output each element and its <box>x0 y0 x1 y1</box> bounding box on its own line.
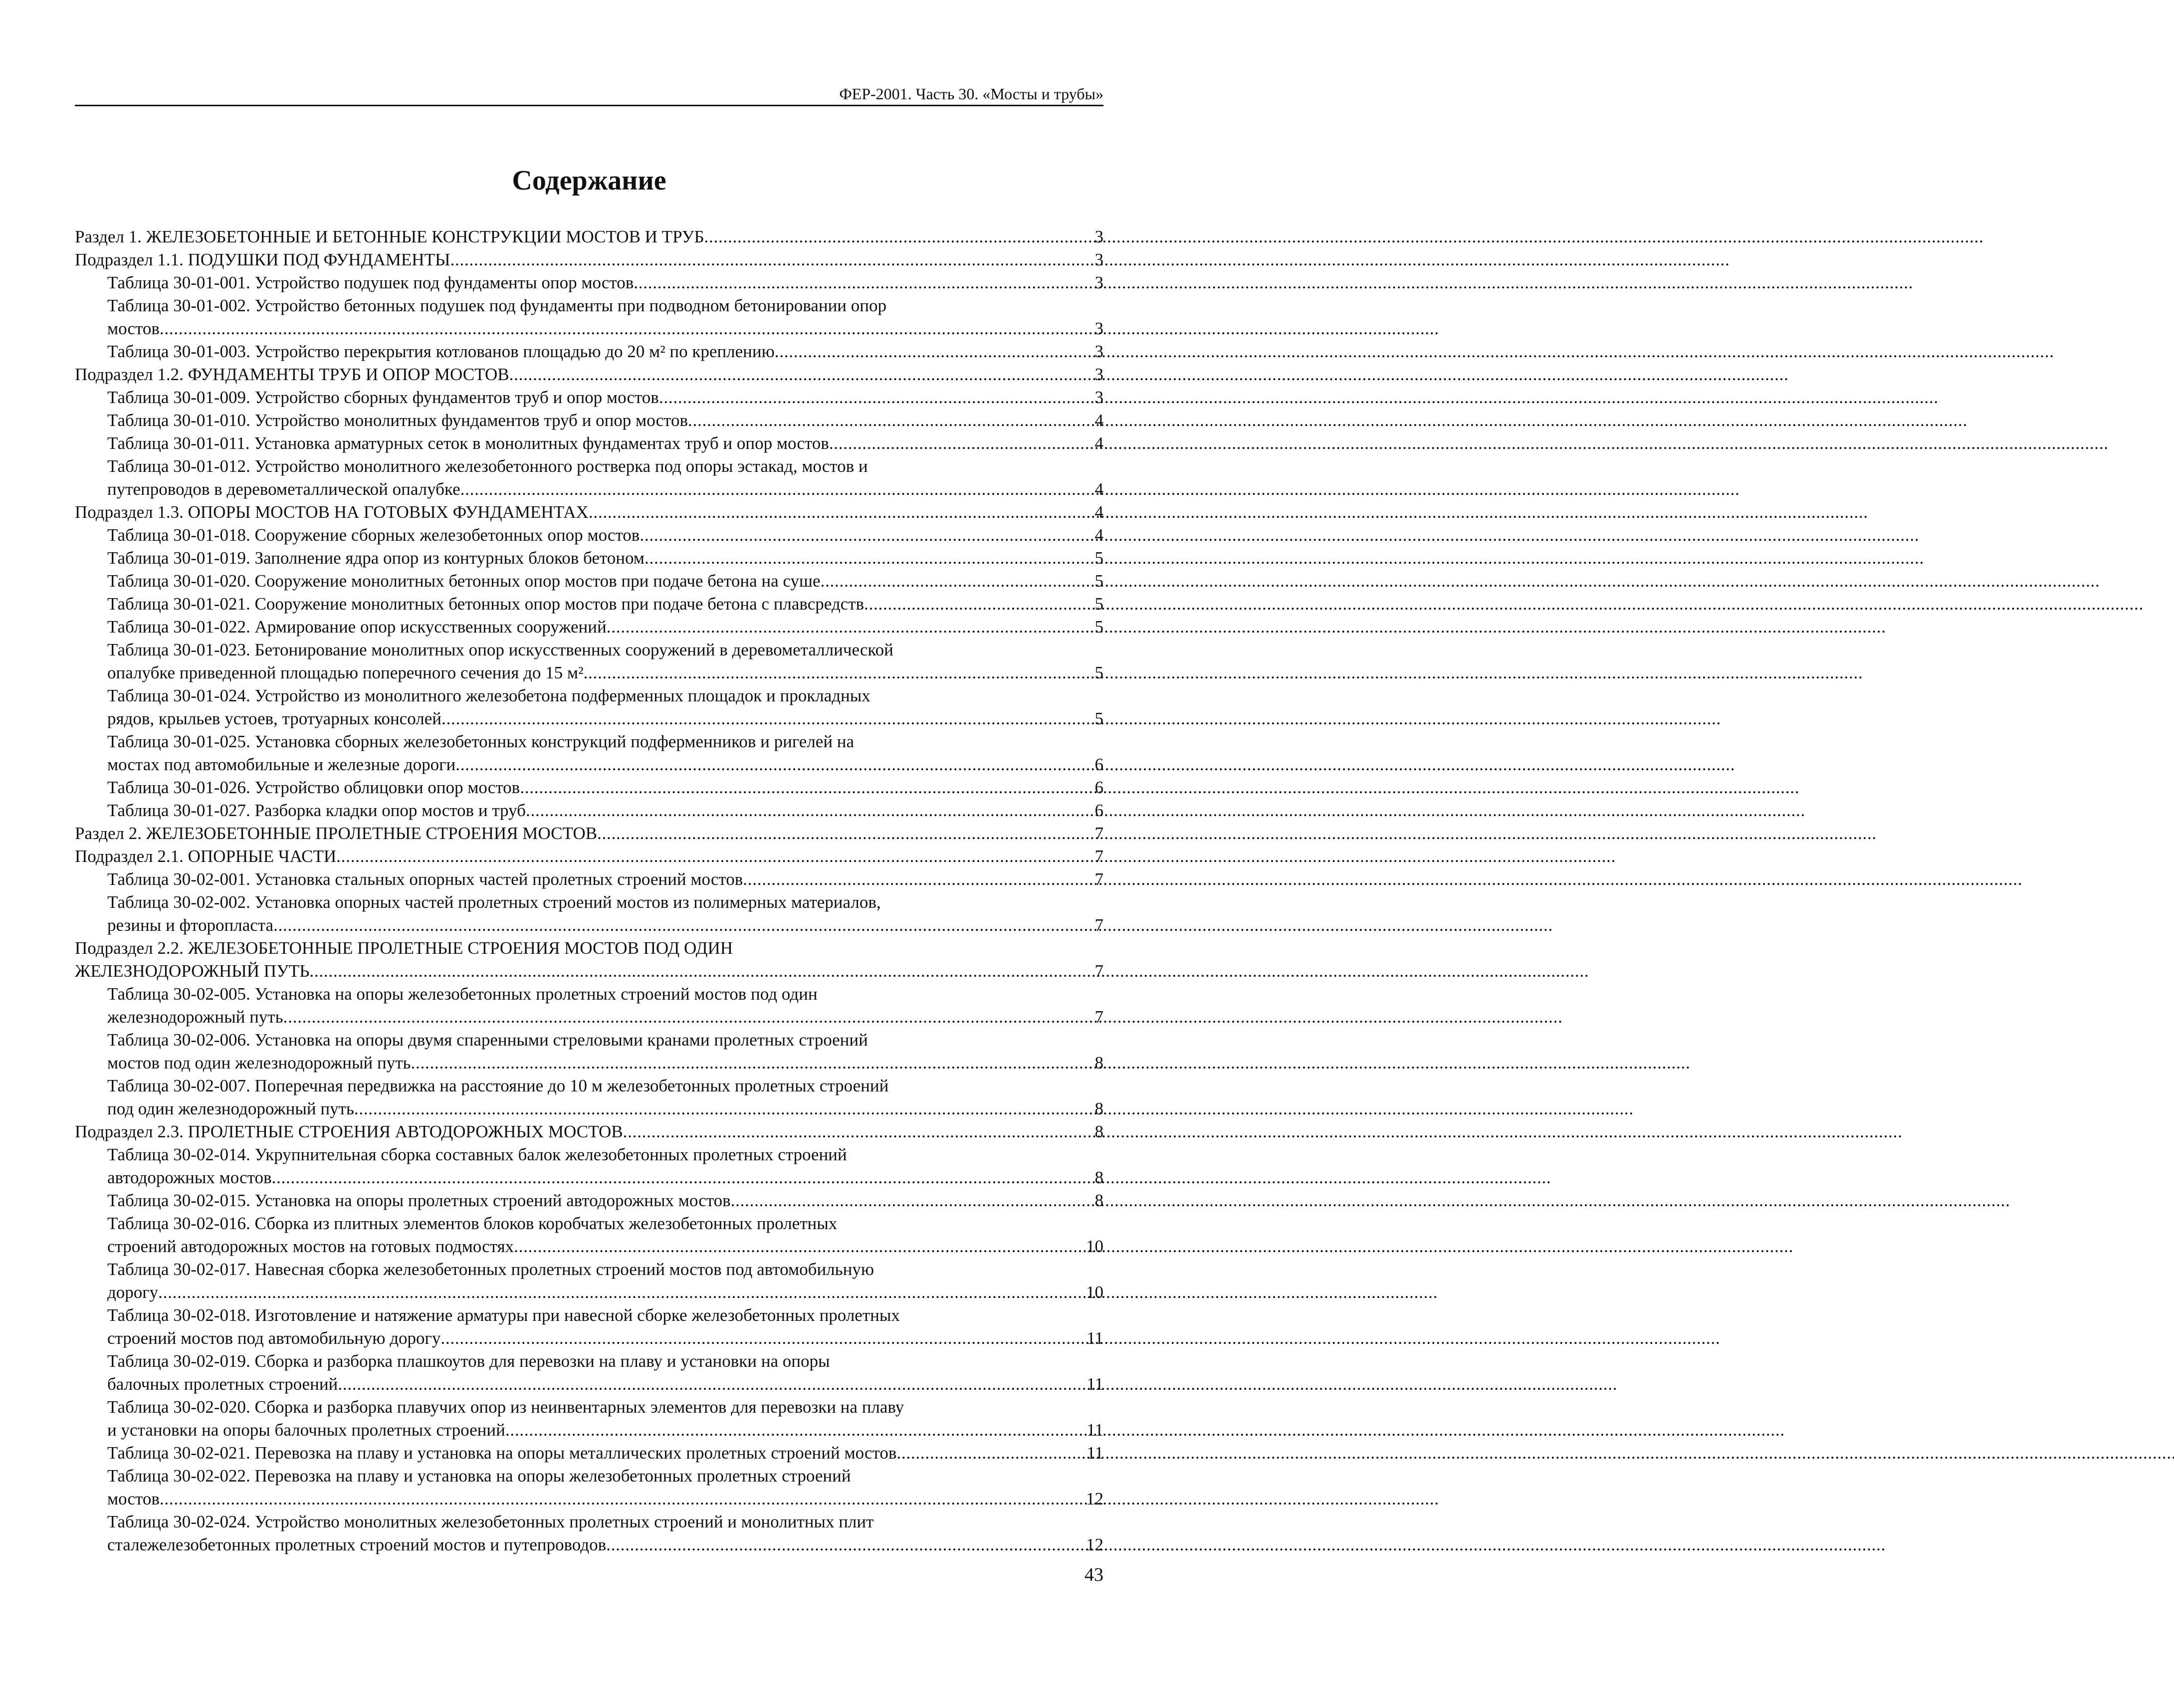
toc-dot-leader <box>597 822 1092 845</box>
toc-entry-text: Таблица 30-01-027. Разборка кладки опор мостов и труб <box>107 801 526 820</box>
toc-entry[interactable] <box>75 271 1103 294</box>
table-of-contents <box>75 225 1103 1556</box>
toc-dot-leader <box>584 661 1093 684</box>
toc-dot-leader <box>158 1281 1084 1304</box>
toc-page-number: 6 <box>1094 778 1103 797</box>
toc-entry-text: Таблица 30-01-022. Армирование опор искусственных сооружений <box>107 617 607 637</box>
toc-entry[interactable] <box>75 524 1103 547</box>
toc-entry-text: Таблица 30-02-006. Установка на опоры двумя спаренными стреловыми кранами пролетных строений <box>107 1030 868 1050</box>
toc-dot-leader <box>460 478 1093 501</box>
toc-entry[interactable] <box>75 1465 1103 1510</box>
toc-entry[interactable] <box>75 1510 1103 1556</box>
toc-entry[interactable] <box>75 1120 1103 1143</box>
toc-page-number: 8 <box>1094 1099 1103 1118</box>
toc-entry-text: Подраздел 1.2. ФУНДАМЕНТЫ ТРУБ И ОПОР МОСТОВ <box>75 365 509 384</box>
toc-page-number: 3 <box>1094 342 1103 361</box>
toc-entry-text: мостах под автомобильные и железные дороги <box>107 755 456 774</box>
toc-entry-line <box>107 1488 1103 1510</box>
toc-entry-line <box>107 1052 1103 1074</box>
toc-entry[interactable] <box>75 1442 1103 1465</box>
toc-page-number: 4 <box>1094 433 1103 453</box>
toc-page-number: 5 <box>1094 571 1103 591</box>
toc-entry-text: Таблица 30-02-002. Установка опорных частей пролетных строений мостов из полимерных материалов, <box>107 892 881 912</box>
toc-page-number: 10 <box>1086 1282 1103 1302</box>
toc-page-number: 3 <box>1094 365 1103 384</box>
toc-page-number: 7 <box>1094 961 1103 981</box>
toc-entry-line <box>107 340 1103 363</box>
toc-entry[interactable] <box>75 616 1103 639</box>
toc-entry-line <box>107 570 1103 593</box>
toc-entry[interactable] <box>75 248 1103 271</box>
toc-entry-line <box>107 1533 1103 1556</box>
toc-entry-line <box>107 547 1103 570</box>
toc-entry[interactable] <box>75 1350 1103 1396</box>
toc-page-number: 3 <box>1094 319 1103 338</box>
toc-dot-leader <box>309 960 1092 983</box>
toc-entry-text: Таблица 30-01-021. Сооружение монолитных бетонных опор мостов при подаче бетона с плавсредств <box>107 594 865 614</box>
toc-entry-text: Раздел 1. ЖЕЛЕЗОБЕТОННЫЕ И БЕТОННЫЕ КОНСТРУКЦИИ МОСТОВ И ТРУБ <box>75 227 704 246</box>
toc-entry-line <box>107 432 1103 455</box>
toc-entry-text: Таблица 30-02-017. Навесная сборка железобетонных пролетных строений мостов под автомобильную <box>107 1260 874 1279</box>
toc-page-number: 5 <box>1094 548 1103 568</box>
toc-entry-line <box>75 363 1103 386</box>
toc-entry[interactable] <box>75 501 1103 524</box>
toc-entry[interactable] <box>75 455 1103 501</box>
toc-entry-text: Таблица 30-02-016. Сборка из плитных элементов блоков коробчатых железобетонных пролетных <box>107 1214 838 1233</box>
toc-dot-leader <box>829 432 1093 455</box>
toc-dot-leader <box>775 340 1093 363</box>
toc-dot-leader <box>455 753 1092 776</box>
toc-entry-line <box>107 1097 1103 1120</box>
toc-entry[interactable] <box>75 294 1103 340</box>
toc-entry-line <box>107 1166 1103 1189</box>
toc-page-number: 6 <box>1094 755 1103 774</box>
toc-dot-leader <box>526 799 1093 822</box>
toc-entry-line <box>107 409 1103 432</box>
toc-page-number: 4 <box>1094 502 1103 522</box>
toc-entry-line <box>107 524 1103 547</box>
toc-page-number: 3 <box>1094 250 1103 269</box>
toc-entry-line <box>107 1189 1103 1212</box>
toc-entry[interactable] <box>75 432 1103 455</box>
toc-page-number: 5 <box>1094 709 1103 728</box>
toc-dot-leader <box>514 1235 1084 1258</box>
toc-entry-line <box>107 1281 1103 1304</box>
toc-entry[interactable] <box>75 1396 1103 1442</box>
toc-page-number: 3 <box>1094 273 1103 292</box>
toc-page-number: 7 <box>1094 847 1103 866</box>
toc-entry-text: Таблица 30-02-021. Перевозка на плаву и установка на опоры металлических пролетных строений мостов <box>107 1443 897 1463</box>
toc-entry[interactable] <box>75 340 1103 363</box>
toc-entry[interactable] <box>75 409 1103 432</box>
toc-entry-text: Таблица 30-02-020. Сборка и разборка плавучих опор из неинвентарных элементов для перевозки на плаву <box>107 1397 904 1417</box>
toc-entry-text: сталежелезобетонных пролетных строений мостов и путепроводов <box>107 1535 607 1554</box>
toc-entry-line <box>75 501 1103 524</box>
toc-entry[interactable] <box>75 983 1103 1029</box>
toc-dot-leader <box>623 1120 1093 1143</box>
toc-entry-line <box>107 478 1103 501</box>
toc-page-number: 4 <box>1094 411 1103 430</box>
toc-page-number: 10 <box>1086 1237 1103 1256</box>
toc-entry-line <box>107 799 1103 822</box>
toc-entry[interactable] <box>75 363 1103 386</box>
toc-entry[interactable] <box>75 547 1103 570</box>
toc-entry[interactable] <box>75 225 1103 248</box>
toc-entry[interactable] <box>75 386 1103 409</box>
toc-dot-leader <box>273 914 1092 937</box>
toc-entry-text: Таблица 30-01-018. Сооружение сборных железобетонных опор мостов <box>107 525 640 545</box>
toc-entry-text: Таблица 30-01-002. Устройство бетонных подушек под фундаменты при подводном бетонировании опор <box>107 296 887 315</box>
toc-entry-line <box>107 914 1103 937</box>
toc-entry-text: строений автодорожных мостов на готовых подмостях <box>107 1237 514 1256</box>
toc-entry-text: под один железнодорожный путь <box>107 1099 354 1118</box>
toc-entry-text: Таблица 30-01-009. Устройство сборных фундаментов труб и опор мостов <box>107 388 659 407</box>
toc-entry-text: Таблица 30-01-012. Устройство монолитного железобетонного ростверка под опоры эстакад, мостов и <box>107 456 868 476</box>
toc-entry-line <box>75 225 1103 248</box>
toc-entry-text: путепроводов в деревометаллической опалубке <box>107 479 460 499</box>
toc-dot-leader <box>589 501 1093 524</box>
toc-entry-line <box>75 845 1103 868</box>
toc-entry[interactable] <box>75 822 1103 845</box>
toc-dot-leader <box>743 868 1092 891</box>
toc-entry[interactable] <box>75 1074 1103 1120</box>
toc-entry[interactable] <box>75 1212 1103 1258</box>
toc-dot-leader <box>450 248 1092 271</box>
toc-dot-leader <box>731 1189 1093 1212</box>
toc-dot-leader <box>283 1006 1093 1029</box>
toc-entry-text: мостов под один железнодорожный путь <box>107 1053 411 1072</box>
toc-entry[interactable] <box>75 593 1103 616</box>
toc-entry-text: рядов, крыльев устоев, тротуарных консолей <box>107 709 441 728</box>
toc-entry-text: опалубке приведенной площадью поперечного сечения до 15 м² <box>107 663 584 682</box>
toc-entry-line <box>107 1419 1103 1442</box>
toc-entry-line <box>107 707 1103 730</box>
toc-dot-leader <box>440 1327 1085 1350</box>
toc-entry-text: автодорожных мостов <box>107 1168 272 1187</box>
toc-page-number: 7 <box>1094 824 1103 843</box>
toc-entry-text: Таблица 30-02-022. Перевозка на плаву и установка на опоры железобетонных пролетных строений <box>107 1466 851 1486</box>
toc-page-number: 12 <box>1086 1535 1103 1554</box>
page-title: Содержание <box>512 165 666 196</box>
toc-entry-text: ЖЕЛЕЗНОДОРОЖНЫЙ ПУТЬ <box>75 961 310 981</box>
toc-dot-leader <box>645 547 1093 570</box>
toc-page-number: 11 <box>1087 1328 1103 1348</box>
toc-dot-leader <box>659 386 1093 409</box>
toc-entry-text: Таблица 30-01-025. Установка сборных железобетонных конструкций подферменников и ригелей на <box>107 732 855 751</box>
toc-page-number: 11 <box>1087 1443 1103 1463</box>
toc-entry-text: Таблица 30-02-018. Изготовление и натяжение арматуры при навесной сборке железобетонных пролетных <box>107 1305 900 1325</box>
toc-entry-text: Подраздел 1.1. ПОДУШКИ ПОД ФУНДАМЕНТЫ <box>75 250 450 269</box>
toc-entry-text: Таблица 30-01-011. Установка арматурных сеток в монолитных фундаментах труб и опор мостов <box>107 433 829 453</box>
toc-dot-leader <box>688 409 1093 432</box>
toc-dot-leader <box>336 845 1092 868</box>
toc-dot-leader <box>160 317 1093 340</box>
toc-entry-text: Подраздел 2.2. ЖЕЛЕЗОБЕТОННЫЕ ПРОЛЕТНЫЕ СТРОЕНИЯ МОСТОВ ПОД ОДИН <box>75 938 733 958</box>
toc-entry[interactable] <box>75 845 1103 868</box>
toc-entry-text: строений мостов под автомобильную дорогу <box>107 1328 441 1348</box>
toc-page-number: 8 <box>1094 1053 1103 1072</box>
toc-entry-line <box>75 248 1103 271</box>
toc-dot-leader <box>160 1488 1084 1510</box>
toc-entry[interactable] <box>75 868 1103 891</box>
toc-entry-line <box>107 776 1103 799</box>
toc-entry[interactable] <box>75 730 1103 776</box>
toc-page-number: 5 <box>1094 663 1103 682</box>
toc-entry-line <box>107 593 1103 616</box>
toc-dot-leader <box>896 1442 1085 1465</box>
toc-entry-text: Таблица 30-01-023. Бетонирование монолитных опор искусственных сооружений в деревометаллической <box>107 640 893 659</box>
toc-entry[interactable] <box>75 1189 1103 1212</box>
toc-entry-text: резины и фторопласта <box>107 915 274 935</box>
toc-dot-leader <box>509 363 1093 386</box>
toc-entry-text: Таблица 30-02-024. Устройство монолитных железобетонных пролетных строений и монолитных плит <box>107 1512 874 1531</box>
toc-entry-text: Таблица 30-02-014. Укрупнительная сборка составных балок железобетонных пролетных строений <box>107 1145 847 1164</box>
toc-entry[interactable] <box>75 776 1103 799</box>
toc-entry-line <box>107 317 1103 340</box>
toc-page-number: 12 <box>1086 1489 1103 1508</box>
toc-entry[interactable] <box>75 684 1103 730</box>
toc-entry-text: Таблица 30-01-024. Устройство из монолитного железобетона подферменных площадок и прокладных <box>107 686 870 705</box>
toc-entry[interactable] <box>75 1143 1103 1189</box>
toc-entry-text: мостов <box>107 319 160 338</box>
toc-page-number: 5 <box>1094 617 1103 637</box>
toc-entry-text: мостов <box>107 1489 160 1508</box>
toc-entry[interactable] <box>75 639 1103 684</box>
toc-entry-text: Таблица 30-02-019. Сборка и разборка плашкоутов для перевозки на плаву и установки на опоры <box>107 1351 830 1371</box>
toc-page-number: 8 <box>1094 1122 1103 1141</box>
toc-page-number: 3 <box>1094 227 1103 246</box>
toc-entry-line <box>75 1120 1103 1143</box>
toc-dot-leader <box>520 776 1092 799</box>
toc-entry-text: Таблица 30-01-010. Устройство монолитных фундаментов труб и опор мостов <box>107 411 688 430</box>
toc-entry[interactable] <box>75 891 1103 937</box>
toc-entry[interactable] <box>75 1029 1103 1074</box>
toc-entry-line <box>107 1327 1103 1350</box>
toc-dot-leader <box>354 1097 1093 1120</box>
toc-entry-line <box>107 271 1103 294</box>
toc-entry-text: Таблица 30-01-020. Сооружение монолитных бетонных опор мостов при подаче бетона на суше <box>107 571 821 591</box>
toc-dot-leader <box>505 1419 1085 1442</box>
toc-page-number: 11 <box>1087 1374 1103 1394</box>
toc-entry-line <box>107 1235 1103 1258</box>
toc-entry-text: Таблица 30-01-026. Устройство облицовки опор мостов <box>107 778 520 797</box>
toc-entry[interactable] <box>75 1258 1103 1304</box>
toc-entry[interactable] <box>75 937 1103 983</box>
toc-entry-text: дорогу <box>107 1282 159 1302</box>
toc-entry-text: Подраздел 2.3. ПРОЛЕТНЫЕ СТРОЕНИЯ АВТОДОРОЖНЫХ МОСТОВ <box>75 1122 623 1141</box>
toc-entry-text: и установки на опоры балочных пролетных строений <box>107 1420 505 1440</box>
toc-dot-leader <box>606 1533 1084 1556</box>
toc-page-number: 4 <box>1094 479 1103 499</box>
toc-entry[interactable] <box>75 799 1103 822</box>
toc-page-number: 5 <box>1094 594 1103 614</box>
running-header: ФЕР-2001. Часть 30. «Мосты и трубы» <box>839 85 1103 103</box>
toc-entry-text: Таблица 30-01-003. Устройство перекрытия котлованов площадью до 20 м² по креплению <box>107 342 775 361</box>
toc-entry-text: Подраздел 1.3. ОПОРЫ МОСТОВ НА ГОТОВЫХ ФУНДАМЕНТАХ <box>75 502 589 522</box>
toc-entry-text: Таблица 30-02-015. Установка на опоры пролетных строений автодорожных мостов <box>107 1191 731 1210</box>
toc-dot-leader <box>864 593 1092 616</box>
toc-entry-line <box>75 822 1103 845</box>
toc-dot-leader <box>704 225 1093 248</box>
toc-entry-line <box>107 1373 1103 1396</box>
toc-entry-text: Таблица 30-02-005. Установка на опоры железобетонных пролетных строений мостов под один <box>107 984 818 1004</box>
page-number: 43 <box>1085 1564 1103 1585</box>
toc-entry-text: Таблица 30-01-001. Устройство подушек под фундаменты опор мостов <box>107 273 634 292</box>
toc-entry[interactable] <box>75 570 1103 593</box>
toc-entry-text: Таблица 30-02-001. Установка стальных опорных частей пролетных строений мостов <box>107 869 743 889</box>
toc-dot-leader <box>411 1052 1093 1074</box>
toc-page-number: 6 <box>1094 801 1103 820</box>
toc-entry-text: Таблица 30-01-019. Заполнение ядра опор из контурных блоков бетоном <box>107 548 645 568</box>
toc-dot-leader <box>441 707 1093 730</box>
toc-entry-line <box>107 386 1103 409</box>
header-rule <box>75 105 1103 106</box>
toc-page-number: 11 <box>1087 1420 1103 1440</box>
toc-dot-leader <box>338 1373 1085 1396</box>
toc-entry-line <box>107 1006 1103 1029</box>
toc-entry-text: Таблица 30-02-007. Поперечная передвижка на расстояние до 10 м железобетонных пролетных строений <box>107 1076 889 1095</box>
toc-dot-leader <box>820 570 1092 593</box>
toc-page-number: 8 <box>1094 1168 1103 1187</box>
toc-page-number: 3 <box>1094 388 1103 407</box>
toc-dot-leader <box>272 1166 1093 1189</box>
toc-entry-text: железнодорожный путь <box>107 1007 283 1027</box>
toc-entry[interactable] <box>75 1304 1103 1350</box>
toc-entry-line <box>75 960 1103 983</box>
toc-page-number: 8 <box>1094 1191 1103 1210</box>
toc-entry-text: Подраздел 2.1. ОПОРНЫЕ ЧАСТИ <box>75 847 337 866</box>
toc-dot-leader <box>607 616 1093 639</box>
toc-dot-leader <box>634 271 1092 294</box>
toc-page-number: 7 <box>1094 1007 1103 1027</box>
toc-page-number: 7 <box>1094 915 1103 935</box>
toc-page-number: 4 <box>1094 525 1103 545</box>
toc-entry-line <box>107 661 1103 684</box>
toc-entry-line <box>107 868 1103 891</box>
toc-entry-line <box>107 753 1103 776</box>
toc-dot-leader <box>640 524 1092 547</box>
toc-entry-line <box>107 616 1103 639</box>
toc-entry-text: Раздел 2. ЖЕЛЕЗОБЕТОННЫЕ ПРОЛЕТНЫЕ СТРОЕНИЯ МОСТОВ <box>75 824 598 843</box>
toc-entry-text: балочных пролетных строений <box>107 1374 338 1394</box>
toc-page-number: 7 <box>1094 869 1103 889</box>
toc-entry-line <box>107 1442 1103 1465</box>
